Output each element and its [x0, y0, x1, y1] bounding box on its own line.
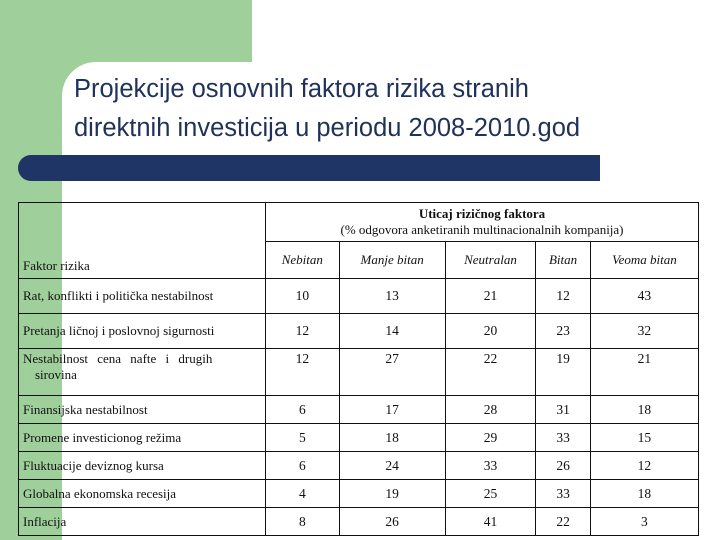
cell-value: 24 — [339, 452, 445, 480]
title-line-2: direktnih investicija u periodu 2008-2010.god — [74, 114, 581, 142]
row-label — [19, 349, 266, 396]
table-row — [19, 396, 699, 424]
cell-value: 43 — [590, 279, 698, 314]
title-underline-bar — [18, 155, 600, 181]
influence-subtitle: (% odgovora anketiranih multinacionalnih kompanija) — [340, 222, 624, 237]
title-line-1: Projekcije osnovnih faktora rizika stranih — [74, 75, 529, 103]
cell-value: 41 — [445, 508, 536, 536]
cell-value: 6 — [266, 452, 340, 480]
row-label: Fluktuacije deviznog kursa — [19, 452, 266, 480]
table-row — [19, 279, 699, 314]
row-label: Promene investicionog režima — [19, 424, 266, 452]
column-header-bitan: Bitan — [536, 242, 591, 279]
cell-value: 12 — [266, 349, 340, 396]
slide-title — [74, 70, 704, 148]
cell-value: 12 — [266, 314, 340, 349]
cell-value: 19 — [536, 349, 591, 396]
row-label: Rat, konflikti i politička nestabilnost — [19, 279, 266, 314]
column-header-nebitan: Nebitan — [266, 242, 340, 279]
influence-title: Uticaj rizičnog faktora — [418, 206, 546, 221]
cell-value: 26 — [536, 452, 591, 480]
row-label: Inflacija — [19, 508, 266, 536]
table-row — [19, 314, 699, 349]
cell-value: 21 — [445, 279, 536, 314]
cell-value: 10 — [266, 279, 340, 314]
cell-value: 22 — [536, 508, 591, 536]
factor-header: Faktor rizika — [19, 203, 266, 279]
cell-value: 6 — [266, 396, 340, 424]
risk-factors-table — [18, 202, 699, 536]
row-label-line-2: sirovina — [35, 367, 77, 382]
row-label: Pretanja ličnoj i poslovnoj sigurnosti — [19, 314, 266, 349]
cell-value: 15 — [590, 424, 698, 452]
cell-value: 33 — [445, 452, 536, 480]
cell-value: 33 — [536, 424, 591, 452]
cell-value: 19 — [339, 480, 445, 508]
table-row — [19, 424, 699, 452]
cell-value: 27 — [339, 349, 445, 396]
column-header-veoma-bitan: Veoma bitan — [590, 242, 698, 279]
cell-value: 33 — [536, 480, 591, 508]
cell-value: 3 — [590, 508, 698, 536]
cell-value: 4 — [266, 480, 340, 508]
column-header-manje-bitan: Manje bitan — [339, 242, 445, 279]
table-row — [19, 349, 699, 396]
row-label: Globalna ekonomska recesija — [19, 480, 266, 508]
row-label-line-1: Nestabilnost cena nafte i drugih — [23, 351, 213, 366]
table-row — [19, 452, 699, 480]
table-header-row — [19, 203, 699, 242]
cell-value: 23 — [536, 314, 591, 349]
cell-value: 17 — [339, 396, 445, 424]
cell-value: 31 — [536, 396, 591, 424]
table-row — [19, 480, 699, 508]
cell-value: 13 — [339, 279, 445, 314]
cell-value: 5 — [266, 424, 340, 452]
cell-value: 18 — [339, 424, 445, 452]
cell-value: 18 — [590, 396, 698, 424]
cell-value: 8 — [266, 508, 340, 536]
cell-value: 26 — [339, 508, 445, 536]
cell-value: 22 — [445, 349, 536, 396]
influence-header — [266, 203, 699, 242]
cell-value: 21 — [590, 349, 698, 396]
cell-value: 29 — [445, 424, 536, 452]
cell-value: 12 — [590, 452, 698, 480]
cell-value: 20 — [445, 314, 536, 349]
cell-value: 12 — [536, 279, 591, 314]
column-header-neutralan: Neutralan — [445, 242, 536, 279]
table-row — [19, 508, 699, 536]
cell-value: 28 — [445, 396, 536, 424]
cell-value: 25 — [445, 480, 536, 508]
row-label: Finansijska nestabilnost — [19, 396, 266, 424]
cell-value: 32 — [590, 314, 698, 349]
cell-value: 14 — [339, 314, 445, 349]
cell-value: 18 — [590, 480, 698, 508]
